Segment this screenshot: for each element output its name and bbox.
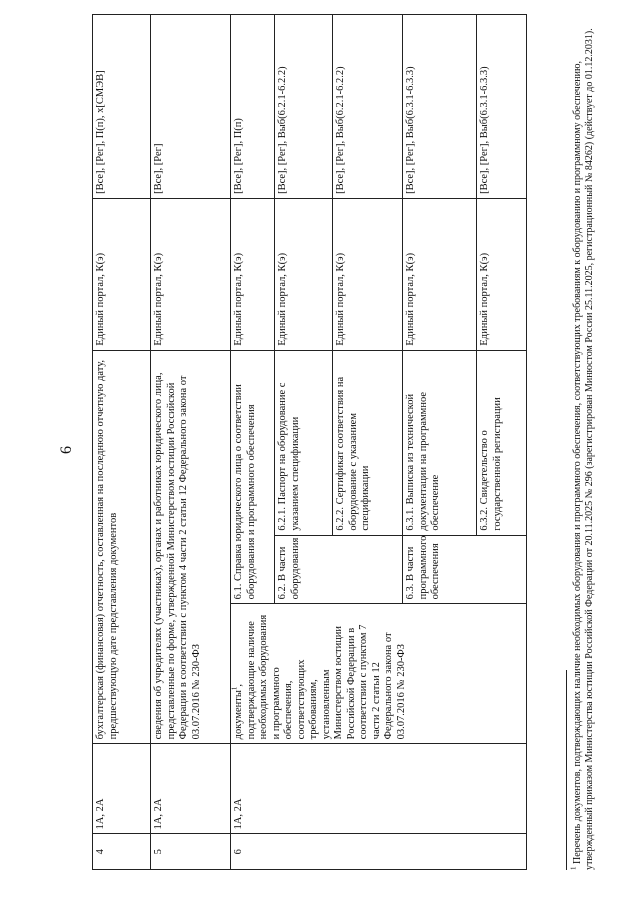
row-number: 4 xyxy=(93,834,151,870)
document-description: сведения об учредителях (участниках), органах и работниках юридического лица, представленные по форме, утвержденной Министерством юстиции Российской Федерации в соответствии с пунктом 4 части 2 статьи 12 Федерального закона от 03.07.2016 № 230-ФЗ xyxy=(151,350,231,744)
submission-method: Единый портал, К(э) xyxy=(275,198,333,350)
row-number: 6 xyxy=(231,834,527,870)
document-marks: [Все], [Рег], Выб(6.2.1-6.2.2) xyxy=(275,15,333,199)
description-post: , подтверждающие наличие необходимых оборудования и программного обеспечения, соответствующих требованиям, установленным Министерством юстиции Российской Федерации в соответствии с пунктом 7 части 2 статьи 12 Федерального закона от 03.07.2016 № 230-ФЗ xyxy=(233,614,407,740)
footnote xyxy=(569,14,596,870)
subitem-6-2-1: 6.2.1. Паспорт на оборудование с указанием спецификации xyxy=(275,350,333,535)
document-marks: [Все], [Рег], Выб(6.3.1-6.3.3) xyxy=(477,15,527,199)
document-marks: [Все], [Рег] xyxy=(151,15,231,199)
description-pre: документы xyxy=(233,690,244,740)
document-description: бухгалтерская (финансовая) отчетность, составленная на последнюю отчетную дату, предшествующую дате представления документов xyxy=(93,350,151,744)
submission-method: Единый портал, К(э) xyxy=(231,198,275,350)
group-6-2-label: 6.2. В части оборудования xyxy=(275,535,403,604)
footnote-marker: 1 xyxy=(569,866,578,870)
row-number: 5 xyxy=(151,834,231,870)
subitem-6-2-2: 6.2.2. Сертификат соответствия на оборудование с указанием спецификации xyxy=(333,350,403,535)
applicant-categories: 1А, 2А xyxy=(151,744,231,834)
subitem-6-3-2: 6.3.2. Свидетельство о государственной регистрации xyxy=(477,350,527,535)
document-marks: [Все], [Рег], П(п) xyxy=(231,15,275,199)
subitem-6-3-1: 6.3.1. Выписка из технической документации на программное обеспечение xyxy=(403,350,477,535)
document-marks: [Все], [Рег], П(п), х[СМЭВ] xyxy=(93,15,151,199)
document-marks: [Все], [Рег], Выб(6.3.1-6.3.3) xyxy=(403,15,477,199)
footnote-divider xyxy=(566,670,567,870)
applicant-categories: 1А, 2А xyxy=(93,744,151,834)
document-marks: [Все], [Рег], Выб(6.2.1-6.2.2) xyxy=(333,15,403,199)
table-row xyxy=(93,15,151,870)
table-row xyxy=(231,15,275,870)
submission-method: Единый портал, К(э) xyxy=(333,198,403,350)
submission-method: Единый портал, К(э) xyxy=(151,198,231,350)
footnote-ref: 1 xyxy=(230,686,239,691)
table-row xyxy=(151,15,231,870)
applicant-categories: 1А, 2А xyxy=(231,744,527,834)
documents-table xyxy=(92,14,527,870)
subitem-6-1: 6.1. Справка юридического лица о соответствии оборудования и программного обеспечения xyxy=(231,350,275,604)
submission-method: Единый портал, К(э) xyxy=(477,198,527,350)
group-6-3-label: 6.3. В части программного обеспечения xyxy=(403,535,527,604)
document-description xyxy=(231,604,527,744)
footnote-text: Перечень документов, подтверждающих наличие необходимых оборудования и программного обеспечения, соответствующих требованиям к оборудованию и программному обеспечению, утвержденный приказом Министерства юстиции Российской Федерации от 20.11.2025 № 296 (зарегистрирован Минюстом России 25.11.2025, регистрационный № 84262) (действует до 01.12.2031). xyxy=(572,28,595,870)
submission-method: Единый портал, К(э) xyxy=(403,198,477,350)
submission-method: Единый портал, К(э) xyxy=(93,198,151,350)
page-number: 6 xyxy=(58,446,75,454)
